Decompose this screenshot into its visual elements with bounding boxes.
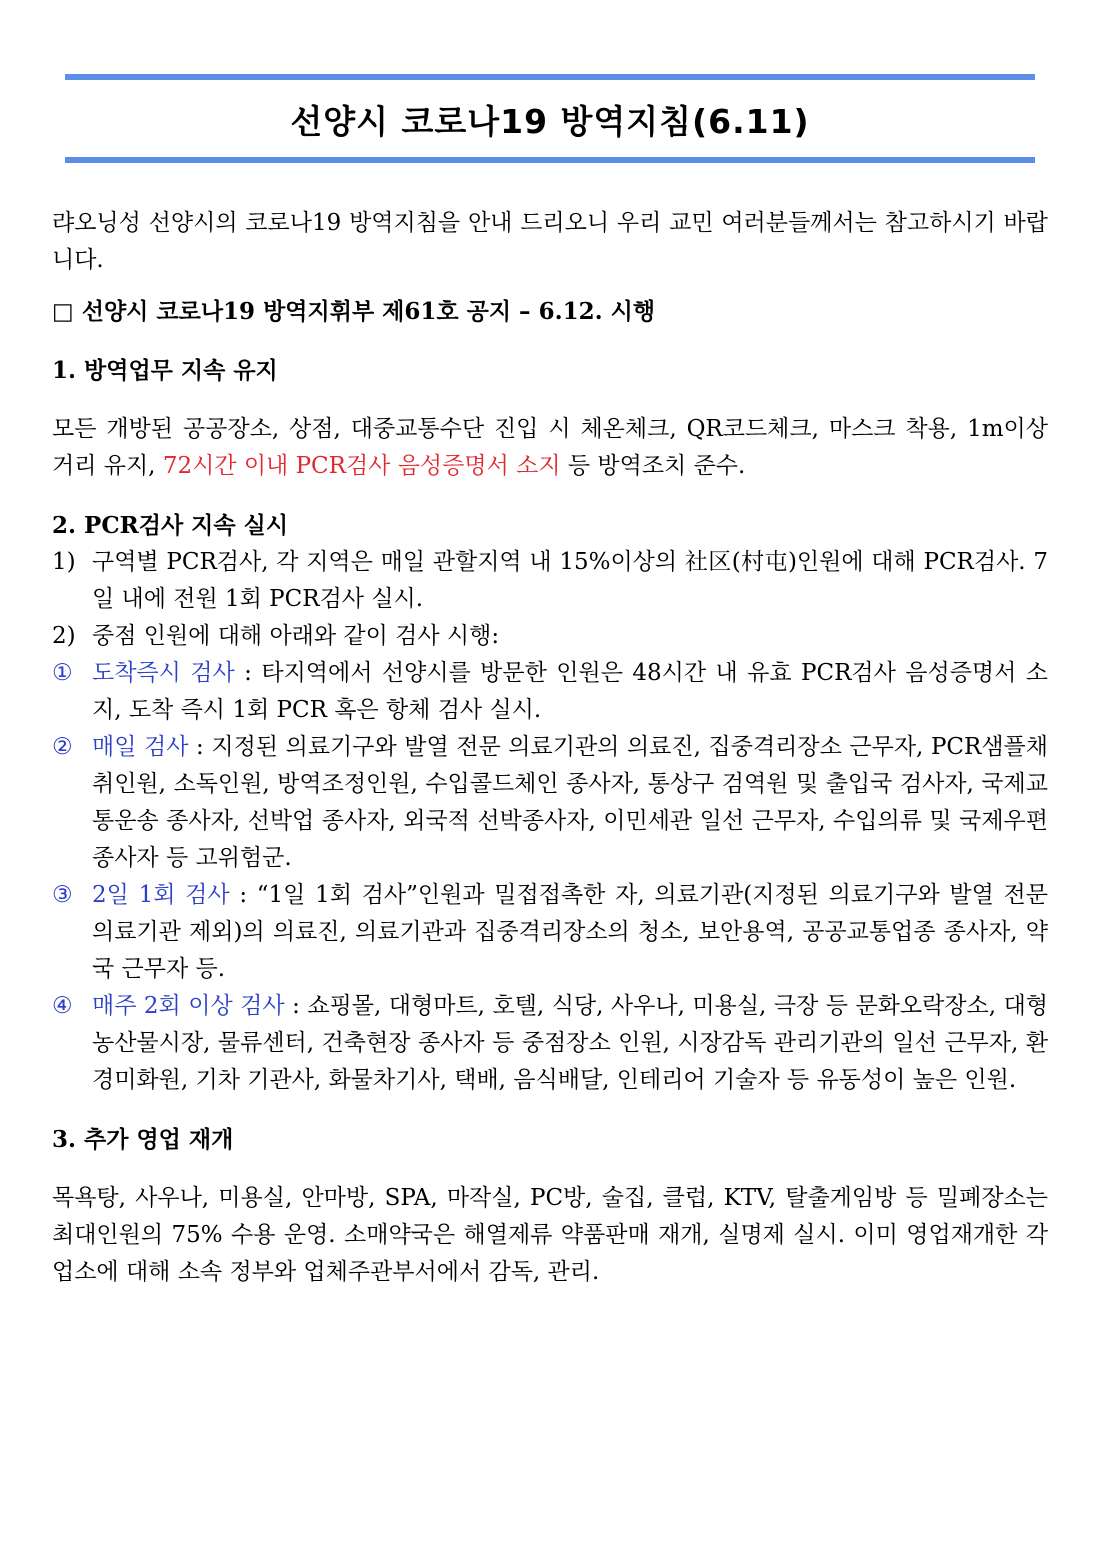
intro-paragraph: 랴오닝성 선양시의 코로나19 방역지침을 안내 드리오니 우리 교민 여러분들께서는 참고하시기 바랍니다. xyxy=(52,210,1048,273)
page-title: 선양시 코로나19 방역지침(6.11) xyxy=(290,102,810,141)
sub-item-description: : “1일 1회 검사”인원과 밀접접촉한 자, 의료기관(지정된 의료기구와 발열 전문 의료기관 제외)의 의료진, 의료기관과 집중격리장소의 청소, 보안용역, 공공교통업종 종사자, 약국 근무자 등. xyxy=(92,882,1048,982)
sub-item-2 xyxy=(52,729,1048,877)
sub-item-description: : 타지역에서 선양시를 방문한 인원은 48시간 내 유효 PCR검사 음성증명서 소지, 도착 즉시 1회 PCR 혹은 항체 검사 실시. xyxy=(92,660,1048,723)
notice-heading: □ 선양시 코로나19 방역지휘부 제61호 공지 – 6.12. 시행 xyxy=(52,298,656,325)
section3-body: 목욕탕, 사우나, 미용실, 안마방, SPA, 마작실, PC방, 술집, 클럽, KTV, 탈출게임방 등 밀폐장소는 최대인원의 75% 수용 운영. 소매약국은 해열제류 약품판매 재개, 실명제 실시. 이미 영업재개한 각 업소에 대해 소속 정부와 업체주관부서에서 감독, 관리. xyxy=(52,1185,1048,1285)
title-rule-bottom xyxy=(65,157,1035,163)
section2-heading: 2. PCR검사 지속 실시 xyxy=(52,512,289,539)
sub-item-3 xyxy=(52,877,1048,988)
sub-item-number: ② xyxy=(52,734,73,760)
sub-item-4 xyxy=(52,988,1048,1099)
section1-highlight: 72시간 이내 PCR검사 음성증명서 소지 xyxy=(162,453,561,479)
document-body xyxy=(52,205,1048,1291)
item-number: 1) xyxy=(52,549,76,575)
sub-item-label: 도착즉시 검사 xyxy=(92,660,235,686)
sub-item-label: 2일 1회 검사 xyxy=(92,882,230,908)
section1-body-text: 모든 개방된 공공장소, 상점, 대중교통수단 진입 시 체온체크, QR코드체크, 마스크 착용, 1m이상 거리 유지, xyxy=(52,416,1048,479)
sub-item-text xyxy=(92,988,1048,1099)
section2-item-1 xyxy=(52,544,1048,618)
title-rule-top xyxy=(65,74,1035,80)
sub-item-number: ① xyxy=(52,660,73,686)
sub-item-text xyxy=(92,877,1048,988)
section3-heading: 3. 추가 영업 재개 xyxy=(52,1126,234,1153)
sub-item-1 xyxy=(52,655,1048,729)
section2-item-2 xyxy=(52,618,1048,655)
sub-item-number: ④ xyxy=(52,993,73,1019)
sub-item-description: : 쇼핑몰, 대형마트, 호텔, 식당, 사우나, 미용실, 극장 등 문화오락장소, 대형농산물시장, 물류센터, 건축현장 종사자 등 중점장소 인원, 시장감독 관리기관의 일선 근무자, 환경미화원, 기차 기관사, 화물차기사, 택배, 음식배달, 인테리어 기술자 등 유동성이 높은 인원. xyxy=(92,993,1049,1093)
section1-body-tail: 등 방역조치 준수. xyxy=(560,453,746,479)
item-text: 중점 인원에 대해 아래와 같이 검사 시행: xyxy=(92,623,500,649)
item-number: 2) xyxy=(52,623,76,649)
sub-item-description: : 지정된 의료기구와 발열 전문 의료기관의 의료진, 집중격리장소 근무자, PCR샘플채취인원, 소독인원, 방역조정인원, 수입콜드체인 종사자, 통상구 검역원 및 출입국 검사자, 국제교통운송 종사자, 선박업 종사자, 외국적 선박종사자, 이민세관 일선 근무자, 수입의류 및 국제우편 종사자 등 고위험군. xyxy=(92,734,1048,871)
section1-body xyxy=(52,411,1048,485)
sub-item-label: 매일 검사 xyxy=(92,734,189,760)
sub-item-label: 매주 2회 이상 검사 xyxy=(92,993,285,1019)
section1-heading: 1. 방역업무 지속 유지 xyxy=(52,357,278,384)
sub-item-text xyxy=(92,655,1048,729)
sub-item-text xyxy=(92,729,1048,877)
item-text: 구역별 PCR검사, 각 지역은 매일 관할지역 내 15%이상의 社区(村屯)인원에 대해 PCR검사. 7일 내에 전원 1회 PCR검사 실시. xyxy=(92,549,1048,612)
sub-item-number: ③ xyxy=(52,882,73,908)
